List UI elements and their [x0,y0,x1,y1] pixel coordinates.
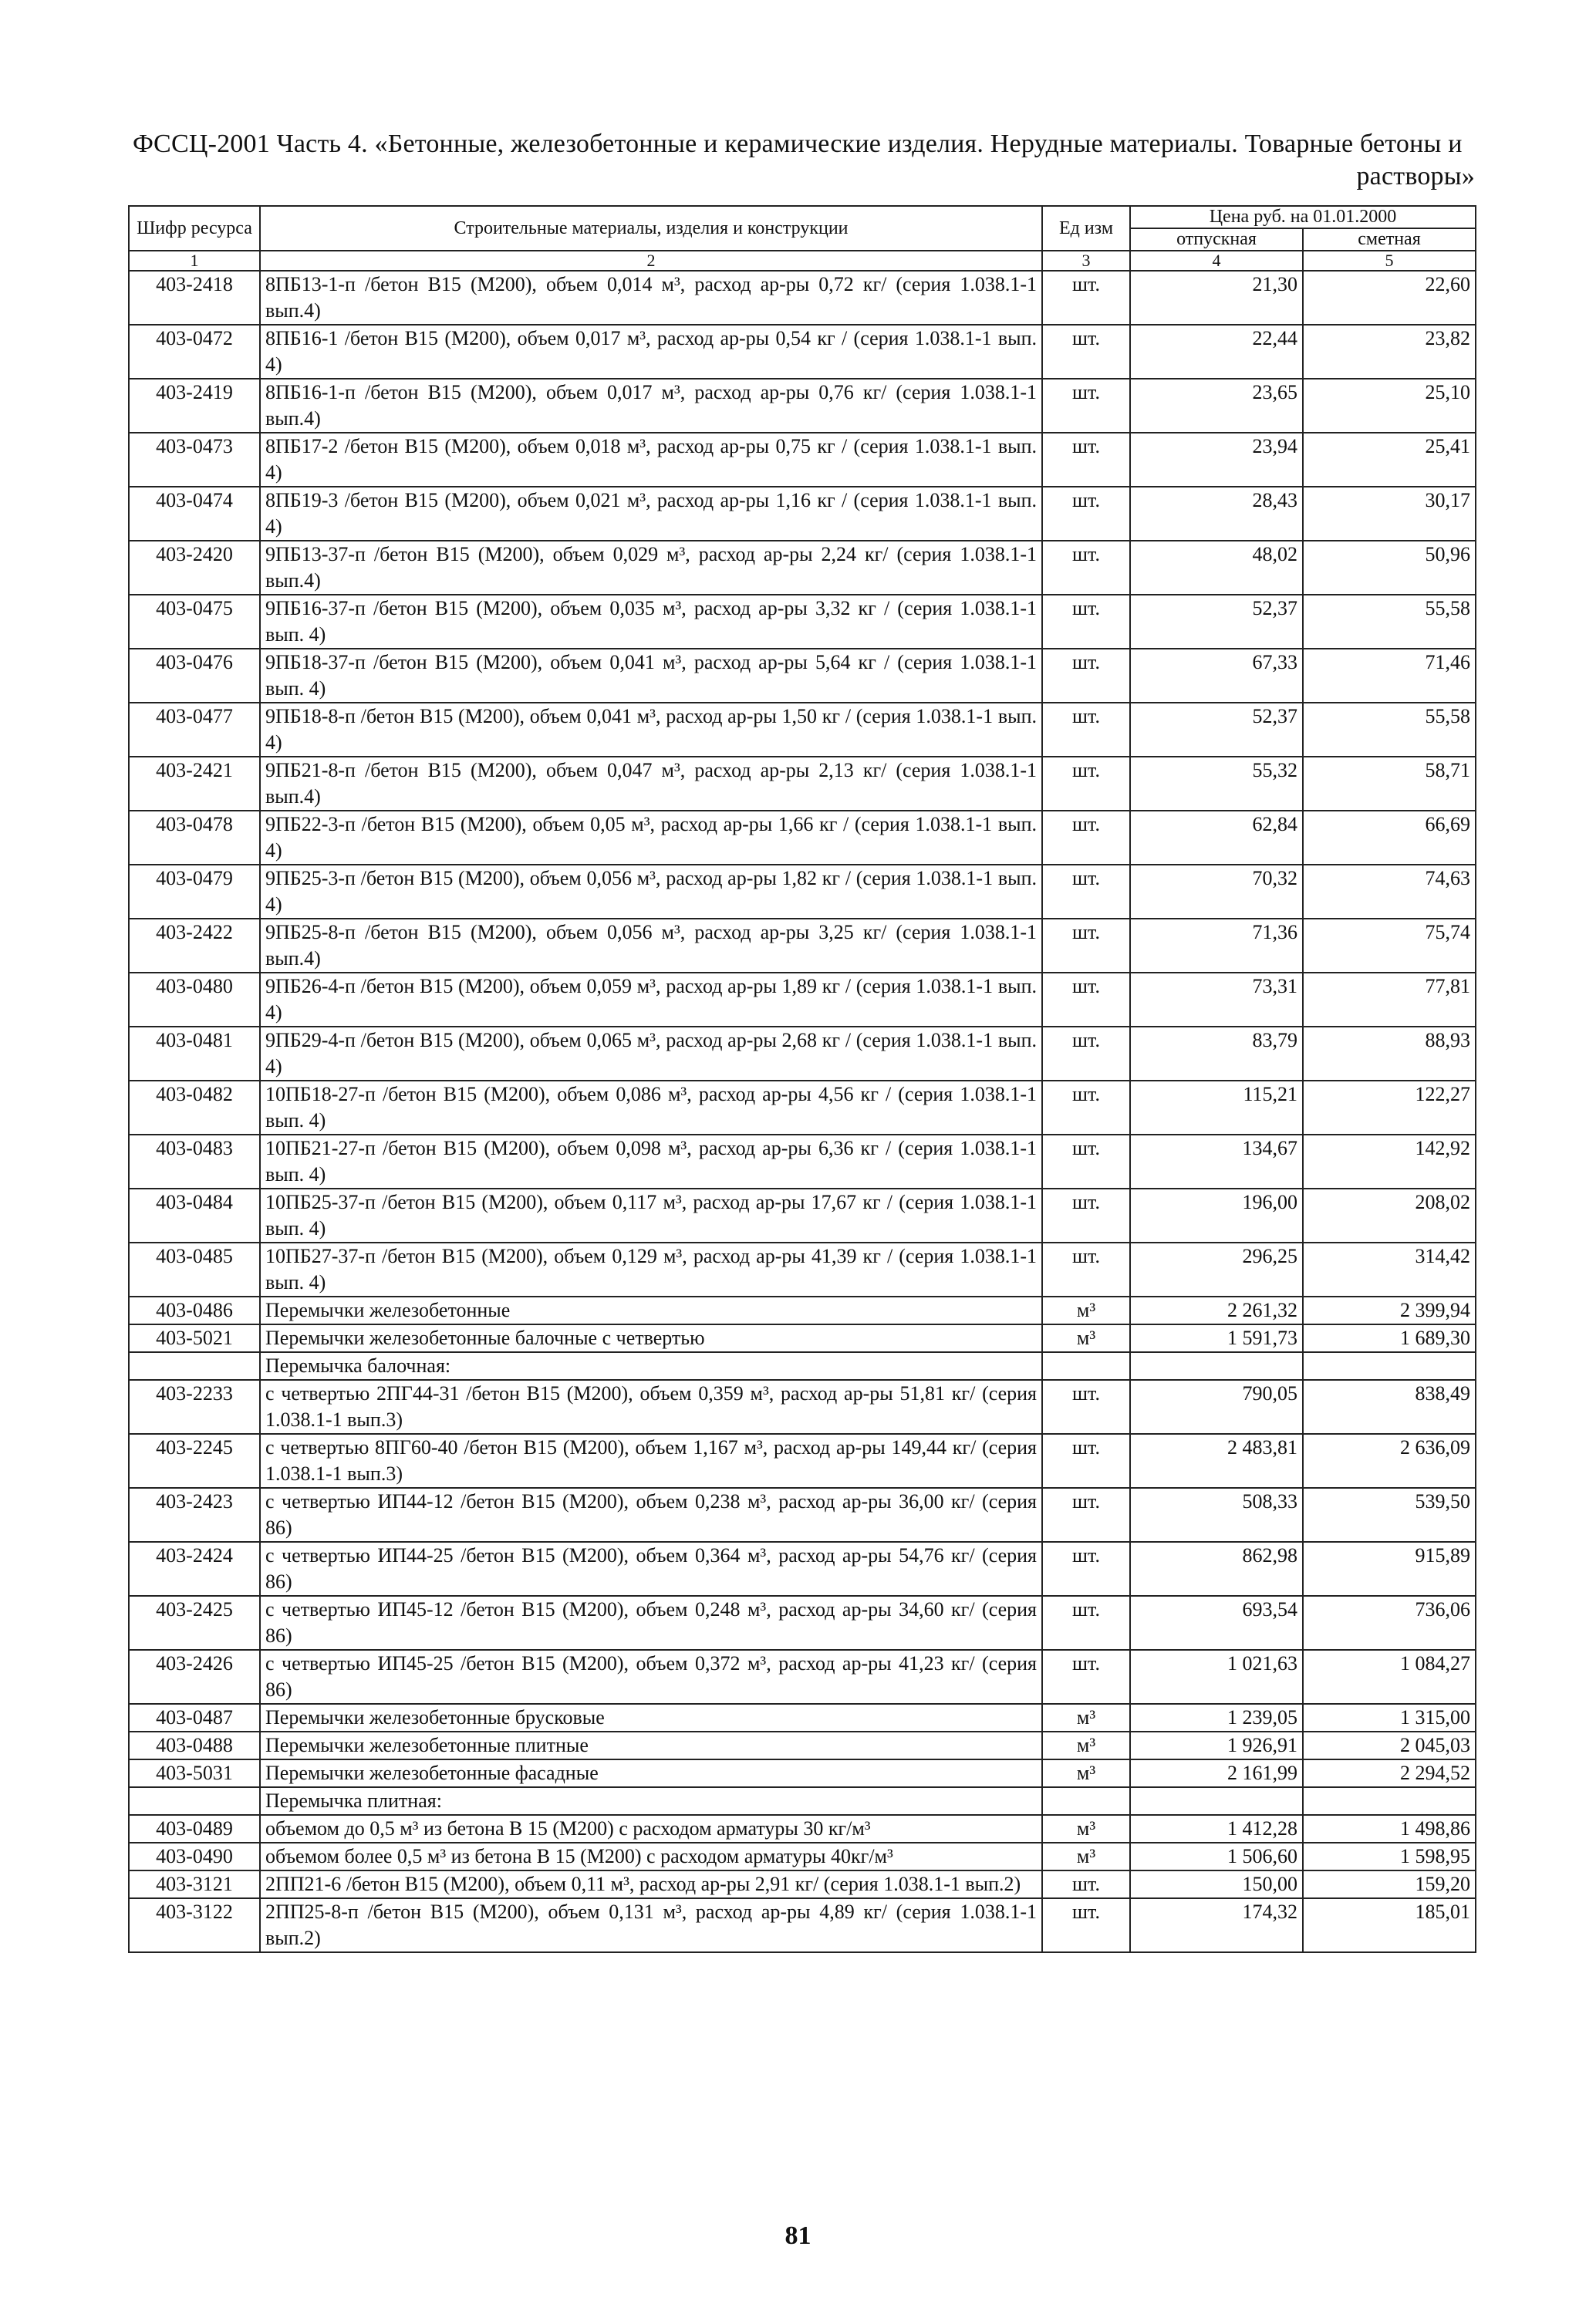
release-price: 2 161,99 [1130,1759,1303,1787]
material-name: с четвертью 8ПГ60-40 /бетон В15 (М200), объем 1,167 м³, расход ар-ры 149,44 кг/ (серия 1.038.1-1 вып.3) [260,1434,1042,1488]
estimate-price: 122,27 [1303,1081,1476,1135]
resource-code: 403-3121 [129,1870,260,1898]
unit-of-measure: шт. [1042,1596,1130,1650]
release-price: 134,67 [1130,1135,1303,1189]
table-row [129,649,1476,703]
release-price: 73,31 [1130,973,1303,1027]
table-row [129,1732,1476,1759]
resource-code: 403-0487 [129,1704,260,1732]
table-row [129,865,1476,919]
material-name: 2ПП25-8-п /бетон В15 (М200), объем 0,131 м³, расход ар-ры 4,89 кг/ (серия 1.038.1-1 вып.2) [260,1898,1042,1952]
page-number: 81 [785,2221,811,2250]
unit-of-measure: шт. [1042,271,1130,325]
resource-code: 403-2422 [129,919,260,973]
estimate-price: 2 045,03 [1303,1732,1476,1759]
table-row [129,973,1476,1027]
material-name: Перемычка балочная: [260,1352,1042,1380]
header-release-price: отпускная [1130,228,1303,251]
estimate-price: 2 294,52 [1303,1759,1476,1787]
material-name: Перемычки железобетонные фасадные [260,1759,1042,1787]
material-name: объемом до 0,5 м³ из бетона В 15 (М200) с расходом арматуры 30 кг/м³ [260,1815,1042,1843]
material-name: 10ПБ18-27-п /бетон В15 (М200), объем 0,086 м³, расход ар-ры 4,56 кг / (серия 1.038.1-1 вып. 4) [260,1081,1042,1135]
unit-of-measure: шт. [1042,487,1130,541]
header-row [129,206,1476,228]
release-price: 52,37 [1130,703,1303,757]
resource-code: 403-2245 [129,1434,260,1488]
unit-of-measure: м³ [1042,1759,1130,1787]
resource-code: 403-2233 [129,1380,260,1434]
estimate-price: 1 689,30 [1303,1324,1476,1352]
unit-of-measure: шт. [1042,433,1130,487]
release-price: 1 021,63 [1130,1650,1303,1704]
resource-code: 403-0488 [129,1732,260,1759]
unit-of-measure: шт. [1042,1027,1130,1081]
material-name: 9ПБ29-4-п /бетон В15 (М200), объем 0,065 м³, расход ар-ры 2,68 кг / (серия 1.038.1-1 вып. 4) [260,1027,1042,1081]
table-row [129,1759,1476,1787]
unit-of-measure: м³ [1042,1843,1130,1870]
unit-of-measure: шт. [1042,919,1130,973]
material-name: 10ПБ21-27-п /бетон В15 (М200), объем 0,098 м³, расход ар-ры 6,36 кг / (серия 1.038.1-1 вып. 4) [260,1135,1042,1189]
estimate-price: 75,74 [1303,919,1476,973]
release-price: 71,36 [1130,919,1303,973]
release-price: 2 261,32 [1130,1297,1303,1324]
unit-of-measure: шт. [1042,595,1130,649]
material-name: 9ПБ21-8-п /бетон В15 (М200), объем 0,047 м³, расход ар-ры 2,13 кг/ (серия 1.038.1-1 вып.4) [260,757,1042,811]
table-row [129,433,1476,487]
estimate-price: 185,01 [1303,1898,1476,1952]
estimate-price: 208,02 [1303,1189,1476,1243]
unit-of-measure: м³ [1042,1732,1130,1759]
material-name: с четвертью ИП45-12 /бетон В15 (М200), объем 0,248 м³, расход ар-ры 34,60 кг/ (серия 86) [260,1596,1042,1650]
table-row [129,271,1476,325]
resource-code: 403-0480 [129,973,260,1027]
header-estimate-price: сметная [1303,228,1476,251]
release-price: 115,21 [1130,1081,1303,1135]
group-header-row [129,1352,1476,1380]
header-code: Шифр ресурса [129,206,260,251]
unit-of-measure [1042,1787,1130,1815]
estimate-price: 50,96 [1303,541,1476,595]
table-row [129,811,1476,865]
table-row [129,1870,1476,1898]
material-name: 9ПБ25-8-п /бетон В15 (М200), объем 0,056 м³, расход ар-ры 3,25 кг/ (серия 1.038.1-1 вып.4) [260,919,1042,973]
table-row [129,1027,1476,1081]
column-index: 2 [260,251,1042,271]
material-name: Перемычки железобетонные брусковые [260,1704,1042,1732]
table-row [129,1650,1476,1704]
unit-of-measure: м³ [1042,1324,1130,1352]
release-price: 196,00 [1130,1189,1303,1243]
resource-code: 403-0473 [129,433,260,487]
estimate-price: 915,89 [1303,1542,1476,1596]
release-price: 508,33 [1130,1488,1303,1542]
header-price: Цена руб. на 01.01.2000 [1130,206,1476,228]
release-price: 693,54 [1130,1596,1303,1650]
unit-of-measure: шт. [1042,325,1130,379]
estimate-price: 22,60 [1303,271,1476,325]
estimate-price: 1 498,86 [1303,1815,1476,1843]
resource-code: 403-0484 [129,1189,260,1243]
estimate-price: 66,69 [1303,811,1476,865]
resource-code: 403-2425 [129,1596,260,1650]
estimate-price: 23,82 [1303,325,1476,379]
title-line-1: ФССЦ-2001 Часть 4. «Бетонные, железобетонные и керамические изделия. Нерудные материалы. Товарные бетоны и [133,130,1463,158]
estimate-price: 314,42 [1303,1243,1476,1297]
column-index: 1 [129,251,260,271]
resource-code: 403-0490 [129,1843,260,1870]
unit-of-measure [1042,1352,1130,1380]
estimate-price: 88,93 [1303,1027,1476,1081]
table-row [129,1434,1476,1488]
table-row [129,1542,1476,1596]
resource-code: 403-2423 [129,1488,260,1542]
table-row [129,1596,1476,1650]
table-row [129,487,1476,541]
table-row [129,1380,1476,1434]
release-price: 23,94 [1130,433,1303,487]
unit-of-measure: шт. [1042,1542,1130,1596]
material-name: 8ПБ16-1-п /бетон В15 (М200), объем 0,017 м³, расход ар-ры 0,76 кг/ (серия 1.038.1-1 вып.4) [260,379,1042,433]
estimate-price: 2 399,94 [1303,1297,1476,1324]
unit-of-measure: шт. [1042,1434,1130,1488]
material-name: 2ПП21-6 /бетон В15 (М200), объем 0,11 м³, расход ар-ры 2,91 кг/ (серия 1.038.1-1 вып.2) [260,1870,1042,1898]
release-price: 22,44 [1130,325,1303,379]
estimate-price: 25,41 [1303,433,1476,487]
table-row [129,1815,1476,1843]
group-header-row [129,1787,1476,1815]
estimate-price: 539,50 [1303,1488,1476,1542]
estimate-price: 71,46 [1303,649,1476,703]
resource-code: 403-0477 [129,703,260,757]
header-unit: Ед изм [1042,206,1130,251]
resource-code: 403-0489 [129,1815,260,1843]
release-price: 23,65 [1130,379,1303,433]
material-name: 8ПБ13-1-п /бетон В15 (М200), объем 0,014 м³, расход ар-ры 0,72 кг/ (серия 1.038.1-1 вып.4) [260,271,1042,325]
resource-code [129,1787,260,1815]
estimate-price: 25,10 [1303,379,1476,433]
resource-code: 403-2424 [129,1542,260,1596]
estimate-price: 736,06 [1303,1596,1476,1650]
release-price: 1 412,28 [1130,1815,1303,1843]
unit-of-measure: шт. [1042,1488,1130,1542]
release-price: 862,98 [1130,1542,1303,1596]
estimate-price: 1 598,95 [1303,1843,1476,1870]
header-name: Строительные материалы, изделия и конструкции [260,206,1042,251]
material-name: 9ПБ13-37-п /бетон В15 (М200), объем 0,029 м³, расход ар-ры 2,24 кг/ (серия 1.038.1-1 вып.4) [260,541,1042,595]
material-name: с четвертью ИП44-12 /бетон В15 (М200), объем 0,238 м³, расход ар-ры 36,00 кг/ (серия 86) [260,1488,1042,1542]
release-price [1130,1352,1303,1380]
unit-of-measure: шт. [1042,703,1130,757]
material-name: 10ПБ25-37-п /бетон В15 (М200), объем 0,117 м³, расход ар-ры 17,67 кг / (серия 1.038.1-1 вып. 4) [260,1189,1042,1243]
table-row [129,325,1476,379]
resource-code: 403-3122 [129,1898,260,1952]
unit-of-measure: шт. [1042,1898,1130,1952]
unit-of-measure: шт. [1042,541,1130,595]
release-price: 1 239,05 [1130,1704,1303,1732]
resource-code: 403-2421 [129,757,260,811]
estimate-price: 2 636,09 [1303,1434,1476,1488]
table-row [129,1898,1476,1952]
table-row [129,1243,1476,1297]
release-price: 55,32 [1130,757,1303,811]
release-price: 150,00 [1130,1870,1303,1898]
column-index: 4 [1130,251,1303,271]
material-name: 8ПБ16-1 /бетон В15 (М200), объем 0,017 м³, расход ар-ры 0,54 кг / (серия 1.038.1-1 вып. 4) [260,325,1042,379]
table-row [129,1135,1476,1189]
release-price: 48,02 [1130,541,1303,595]
material-name: 9ПБ16-37-п /бетон В15 (М200), объем 0,035 м³, расход ар-ры 3,32 кг / (серия 1.038.1-1 вып. 4) [260,595,1042,649]
estimate-price: 55,58 [1303,703,1476,757]
material-name: с четвертью 2ПГ44-31 /бетон В15 (М200), объем 0,359 м³, расход ар-ры 51,81 кг/ (серия 1.038.1-1 вып.3) [260,1380,1042,1434]
material-name: Перемычки железобетонные плитные [260,1732,1042,1759]
release-price: 1 506,60 [1130,1843,1303,1870]
estimate-price: 1 315,00 [1303,1704,1476,1732]
estimate-price: 55,58 [1303,595,1476,649]
column-index: 5 [1303,251,1476,271]
material-name: с четвертью ИП45-25 /бетон В15 (М200), объем 0,372 м³, расход ар-ры 41,23 кг/ (серия 86) [260,1650,1042,1704]
material-name: с четвертью ИП44-25 /бетон В15 (М200), объем 0,364 м³, расход ар-ры 54,76 кг/ (серия 86) [260,1542,1042,1596]
unit-of-measure: м³ [1042,1815,1130,1843]
material-name: 9ПБ26-4-п /бетон В15 (М200), объем 0,059 м³, расход ар-ры 1,89 кг / (серия 1.038.1-1 вып. 4) [260,973,1042,1027]
material-name: 9ПБ25-3-п /бетон В15 (М200), объем 0,056 м³, расход ар-ры 1,82 кг / (серия 1.038.1-1 вып. 4) [260,865,1042,919]
unit-of-measure: шт. [1042,1650,1130,1704]
table-row [129,1297,1476,1324]
release-price: 1 591,73 [1130,1324,1303,1352]
material-name: 10ПБ27-37-п /бетон В15 (М200), объем 0,129 м³, расход ар-ры 41,39 кг / (серия 1.038.1-1 вып. 4) [260,1243,1042,1297]
release-price: 28,43 [1130,487,1303,541]
resource-code: 403-2426 [129,1650,260,1704]
estimate-price: 74,63 [1303,865,1476,919]
estimate-price: 142,92 [1303,1135,1476,1189]
estimate-price [1303,1352,1476,1380]
material-name: 9ПБ18-37-п /бетон В15 (М200), объем 0,041 м³, расход ар-ры 5,64 кг / (серия 1.038.1-1 вып. 4) [260,649,1042,703]
resource-code: 403-5021 [129,1324,260,1352]
column-index: 3 [1042,251,1130,271]
material-name: Перемычки железобетонные [260,1297,1042,1324]
resource-code: 403-0483 [129,1135,260,1189]
resource-code: 403-0475 [129,595,260,649]
resource-code: 403-0478 [129,811,260,865]
table-row [129,1324,1476,1352]
release-price: 296,25 [1130,1243,1303,1297]
price-table [128,205,1476,1953]
table-row [129,541,1476,595]
release-price: 70,32 [1130,865,1303,919]
estimate-price: 838,49 [1303,1380,1476,1434]
resource-code: 403-0486 [129,1297,260,1324]
release-price [1130,1787,1303,1815]
resource-code: 403-0482 [129,1081,260,1135]
material-name: Перемычки железобетонные балочные с четвертью [260,1324,1042,1352]
resource-code: 403-0481 [129,1027,260,1081]
release-price: 1 926,91 [1130,1732,1303,1759]
estimate-price: 58,71 [1303,757,1476,811]
unit-of-measure: шт. [1042,1189,1130,1243]
unit-of-measure: шт. [1042,811,1130,865]
table-row [129,1081,1476,1135]
unit-of-measure: шт. [1042,973,1130,1027]
material-name: 8ПБ19-3 /бетон В15 (М200), объем 0,021 м³, расход ар-ры 1,16 кг / (серия 1.038.1-1 вып. 4) [260,487,1042,541]
release-price: 174,32 [1130,1898,1303,1952]
table-row [129,703,1476,757]
release-price: 83,79 [1130,1027,1303,1081]
estimate-price: 1 084,27 [1303,1650,1476,1704]
unit-of-measure: шт. [1042,649,1130,703]
table-row [129,1488,1476,1542]
unit-of-measure: шт. [1042,1380,1130,1434]
material-name: Перемычка плитная: [260,1787,1042,1815]
material-name: объемом более 0,5 м³ из бетона В 15 (М200) с расходом арматуры 40кг/м³ [260,1843,1042,1870]
column-index-row [129,251,1476,271]
resource-code: 403-0485 [129,1243,260,1297]
table-row [129,919,1476,973]
resource-code: 403-2420 [129,541,260,595]
document-title [133,128,1475,193]
resource-code: 403-0476 [129,649,260,703]
table-row [129,1704,1476,1732]
release-price: 52,37 [1130,595,1303,649]
unit-of-measure: м³ [1042,1297,1130,1324]
material-name: 9ПБ18-8-п /бетон В15 (М200), объем 0,041 м³, расход ар-ры 1,50 кг / (серия 1.038.1-1 вып. 4) [260,703,1042,757]
estimate-price: 159,20 [1303,1870,1476,1898]
material-name: 8ПБ17-2 /бетон В15 (М200), объем 0,018 м³, расход ар-ры 0,75 кг / (серия 1.038.1-1 вып. 4) [260,433,1042,487]
table-body [129,271,1476,1952]
resource-code: 403-5031 [129,1759,260,1787]
material-name: 9ПБ22-3-п /бетон В15 (М200), объем 0,05 м³, расход ар-ры 1,66 кг / (серия 1.038.1-1 вып. 4) [260,811,1042,865]
table-row [129,757,1476,811]
release-price: 790,05 [1130,1380,1303,1434]
unit-of-measure: шт. [1042,1243,1130,1297]
table-row [129,1843,1476,1870]
unit-of-measure: шт. [1042,865,1130,919]
resource-code: 403-2418 [129,271,260,325]
resource-code: 403-0479 [129,865,260,919]
release-price: 62,84 [1130,811,1303,865]
estimate-price: 77,81 [1303,973,1476,1027]
release-price: 67,33 [1130,649,1303,703]
unit-of-measure: шт. [1042,379,1130,433]
estimate-price: 30,17 [1303,487,1476,541]
title-line-2: растворы» [1356,162,1475,191]
unit-of-measure: шт. [1042,1081,1130,1135]
unit-of-measure: м³ [1042,1704,1130,1732]
unit-of-measure: шт. [1042,757,1130,811]
estimate-price [1303,1787,1476,1815]
unit-of-measure: шт. [1042,1135,1130,1189]
resource-code: 403-0472 [129,325,260,379]
resource-code: 403-0474 [129,487,260,541]
unit-of-measure: шт. [1042,1870,1130,1898]
table-row [129,1189,1476,1243]
release-price: 21,30 [1130,271,1303,325]
resource-code [129,1352,260,1380]
resource-code: 403-2419 [129,379,260,433]
table-row [129,595,1476,649]
release-price: 2 483,81 [1130,1434,1303,1488]
table-row [129,379,1476,433]
